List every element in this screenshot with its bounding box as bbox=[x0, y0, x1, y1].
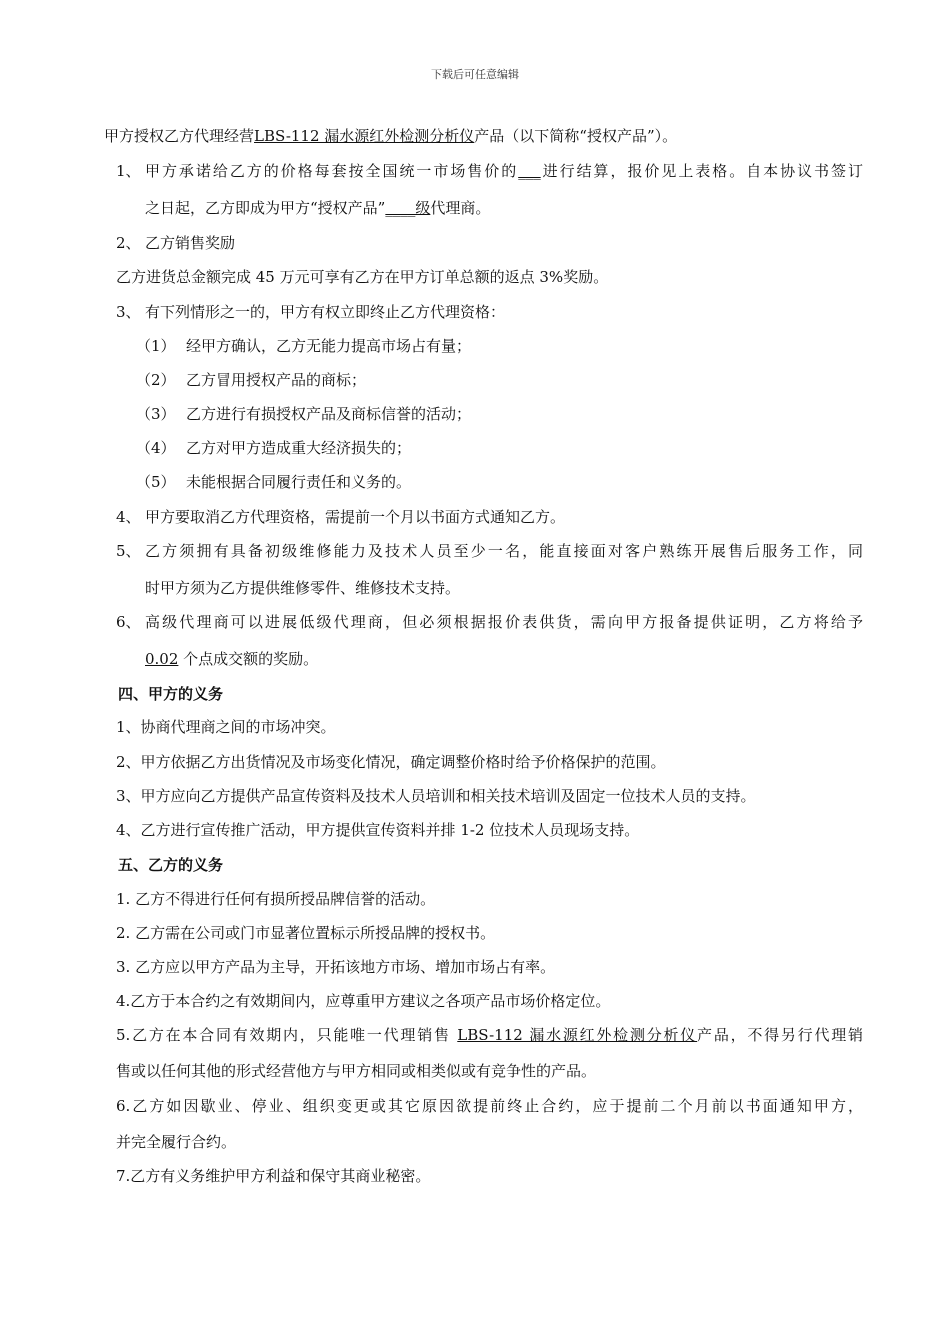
section4-item-3: 3、甲方应向乙方提供产品宣传资料及技术人员培训和相关技术培训及固定一位技术人员的支持。 bbox=[116, 787, 756, 805]
item6-reward-value: 0.02 bbox=[145, 650, 179, 668]
item1-blank-level: ____级 bbox=[385, 199, 431, 217]
item3-sub-1 bbox=[136, 336, 471, 356]
item6-line2-rest: 个点成交额的奖励。 bbox=[178, 650, 319, 668]
header-note: 下载后可任意编辑 bbox=[431, 68, 519, 81]
item6-line2 bbox=[145, 649, 318, 669]
intro-paragraph bbox=[104, 126, 677, 146]
section5-heading: 五、乙方的义务 bbox=[118, 856, 224, 874]
sub-text: 未能根据合同履行责任和义务的。 bbox=[186, 473, 412, 491]
sub-number: （2） bbox=[136, 371, 176, 389]
section4-item-2: 2、甲方依据乙方出货情况及市场变化情况，确定调整价格时给予价格保护的范围。 bbox=[116, 753, 666, 771]
item3-number: 3、 bbox=[116, 303, 141, 321]
sub-number: （5） bbox=[136, 473, 176, 491]
sub-text: 乙方冒用授权产品的商标； bbox=[186, 371, 367, 389]
section5-item-5-post: 产品，不得另行代理销 bbox=[697, 1026, 863, 1044]
item3-sub-3 bbox=[136, 404, 471, 424]
section4-heading: 四、甲方的义务 bbox=[118, 685, 224, 703]
item1-line2-text-b: 代理商。 bbox=[430, 199, 491, 217]
section5-item-7: 7.乙方有义务维护甲方利益和保守其商业秘密。 bbox=[116, 1167, 431, 1185]
sub-number: （1） bbox=[136, 337, 176, 355]
item1-blank-price: ___ bbox=[518, 162, 541, 180]
sub-number: （3） bbox=[136, 405, 176, 423]
item1-line1-text-b: 进行结算，报价见上表格。自本协议书签订 bbox=[540, 162, 863, 180]
section4-item-4: 4、乙方进行宣传推广活动，甲方提供宣传资料并排 1-2 位技术人员现场支持。 bbox=[116, 821, 640, 839]
intro-pre: 甲方授权乙方代理经营 bbox=[104, 127, 255, 145]
item2-title: 乙方销售奖励 bbox=[145, 234, 236, 252]
sub-number: （4） bbox=[136, 439, 176, 457]
intro-post: 产品（以下简称“授权产品”）。 bbox=[474, 127, 678, 145]
item5-line1: 乙方须拥有具备初级维修能力及技术人员至少一名，能直接面对客户熟练开展售后服务工作，同 bbox=[145, 542, 863, 560]
section5-item-5-line1 bbox=[116, 1025, 863, 1045]
section5-item-6-line2: 并完全履行合约。 bbox=[116, 1133, 237, 1151]
section4-item-1: 1、协商代理商之间的市场冲突。 bbox=[116, 718, 336, 736]
item4-number: 4、 bbox=[116, 508, 141, 526]
section5-item-4: 4.乙方于本合约之有效期间内，应尊重甲方建议之各项产品市场价格定位。 bbox=[116, 992, 611, 1010]
item3-sub-5 bbox=[136, 472, 411, 492]
item4-text: 甲方要取消乙方代理资格，需提前一个月以书面方式通知乙方。 bbox=[145, 508, 566, 526]
item6-line1: 高级代理商可以进展低级代理商，但必须根据报价表供货，需向甲方报备提供证明，乙方将给予 bbox=[145, 613, 863, 631]
item2-number: 2、 bbox=[116, 234, 141, 252]
item1-line1-text-a: 甲方承诺给乙方的价格每套按全国统一市场售价的 bbox=[145, 162, 519, 180]
sub-text: 乙方进行有损授权产品及商标信誉的活动； bbox=[186, 405, 472, 423]
sub-text: 经甲方确认，乙方无能力提高市场占有量； bbox=[186, 337, 472, 355]
section5-item-3: 3. 乙方应以甲方产品为主导，开拓该地方市场、增加市场占有率。 bbox=[116, 958, 556, 976]
item1-line1 bbox=[145, 161, 863, 181]
item5-number: 5、 bbox=[116, 542, 141, 560]
section5-item-5-line2: 售或以任何其他的形式经营他方与甲方相同或相类似或有竞争性的产品。 bbox=[116, 1062, 597, 1080]
item1-number: 1、 bbox=[116, 162, 141, 180]
section5-item-2: 2. 乙方需在公司或门市显著位置标示所授品牌的授权书。 bbox=[116, 924, 496, 942]
section5-item-6-line1: 6.乙方如因歇业、停业、组织变更或其它原因欲提前终止合约，应于提前二个月前以书面通知甲方， bbox=[116, 1097, 863, 1115]
item3-sub-4 bbox=[136, 438, 411, 458]
item1-line2 bbox=[145, 198, 490, 218]
item3-sub-2 bbox=[136, 370, 366, 390]
intro-product: LBS-112 漏水源红外检测分析仪 bbox=[254, 127, 475, 145]
item2-body: 乙方进货总金额完成 45 万元可享有乙方在甲方订单总额的返点 3%奖励。 bbox=[116, 268, 609, 286]
sub-text: 乙方对甲方造成重大经济损失的； bbox=[186, 439, 412, 457]
section5-item-5-pre: 5.乙方在本合同有效期内，只能唯一代理销售 bbox=[116, 1026, 458, 1044]
item5-line2: 时甲方须为乙方提供维修零件、维修技术支持。 bbox=[145, 579, 461, 597]
item6-number: 6、 bbox=[116, 613, 141, 631]
item1-line2-text-a: 之日起，乙方即成为甲方“授权产品” bbox=[145, 199, 386, 217]
item3-title: 有下列情形之一的，甲方有权立即终止乙方代理资格： bbox=[145, 303, 506, 321]
section5-item-5-product: LBS-112 漏水源红外检测分析仪 bbox=[457, 1026, 698, 1044]
section5-item-1: 1. 乙方不得进行任何有损所授品牌信誉的活动。 bbox=[116, 890, 436, 908]
